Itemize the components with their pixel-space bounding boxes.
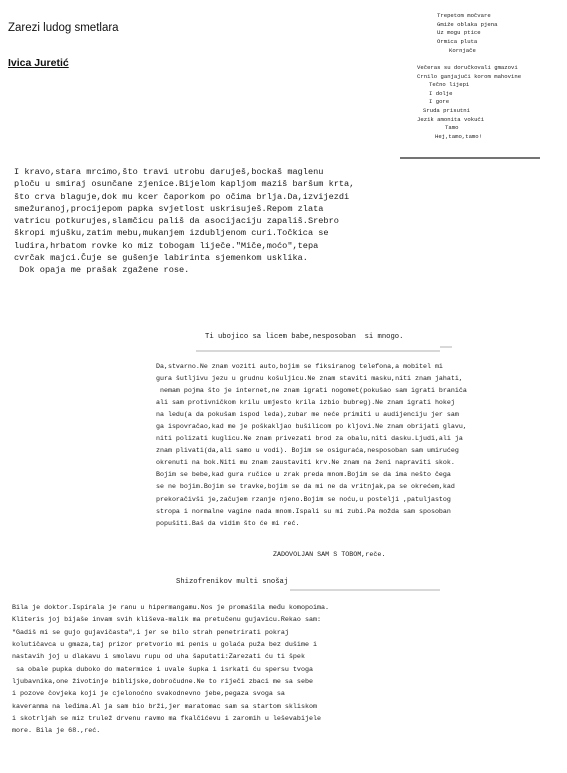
- poem-line: Večeras su doručkovali gmazovi: [417, 64, 518, 71]
- second-poem: [417, 64, 521, 141]
- prose-line: ludira,hrbatom rovke ko miz tobogam liječe."Miče,moćo",tepa: [14, 240, 319, 251]
- prose-line: što crva blaguje,dok mu kcer čaporkom po očima brlja.Da,izvijezdi: [14, 191, 350, 202]
- prose-line: i pozove čovjeka koji je cjelonoćno svakodnevno jebe,pegaza svoga sa: [12, 690, 285, 699]
- prose-line: Kliteris joj bijaše invam svih kliševa-malik ma pretučenu gujavicu.Rekao sam:: [12, 616, 322, 625]
- author-name: Ivica Juretić: [8, 57, 69, 69]
- first-prose-block: [14, 166, 554, 277]
- prose-line: ljubavnika,one životinje biblijske,dobročudne.Ne to riječi zbaci me sa sebe: [12, 678, 313, 687]
- prose-line: prekoračivši je,začujem rzanje njeno.Bojim se noću,u postelji ,patuljastog: [156, 494, 451, 503]
- prose-line: znam plivati(da,ali samo u vodi). Bojim se osiguraća,nesposoban sam umirućeg: [156, 446, 459, 455]
- prose-line: kaveranma na leđima.Al ja sam bio brži,jer maratomac sam sa startom skliskom: [12, 702, 317, 711]
- signature-line: ZADOVOLJAN SAM S TOBOM,reče.: [273, 551, 386, 559]
- second-prose-block: [156, 360, 556, 529]
- poem-line: Uz mogu ptice: [437, 29, 481, 37]
- prose-line: se ne bojim.Bojim se travke,bojim se da mi ne da vritnjak,pa se okrećem,kad: [156, 482, 455, 491]
- poem-line: Hej,tamo,tamo!: [435, 132, 482, 140]
- prose-line: sa obale pupka duboko do matermice i uvale šupka i isrkati ću spersu tvoga: [12, 665, 313, 674]
- prose-line: niti polizati kuglicu.Ne znam privezati brod za obalu,niti dasku.Ljudi,ali ja: [156, 434, 463, 443]
- prose-line: i skotrljah se miz trulež drvenu ravmo ma fkalčićevu i zaromih u leševabijele: [12, 715, 322, 724]
- prose-line: smežuranoj,procijepom papka svjetlost uskrisuješ.Repom zlata: [14, 203, 324, 214]
- prose-line: "Gadiš mi se gujo gujavičasta",i jer se bilo strah penetrirati pokraj: [12, 628, 289, 637]
- prose-line: nastavih joj u dlakavu i smolavu rupu od uha šaputati:Zarezati ću ti špek: [12, 653, 305, 662]
- poem-line: Kornjače: [449, 46, 476, 54]
- poem-line: Tamo: [445, 124, 459, 132]
- prose-line: škropi mjušku,zatim mebu,mukanjem izdubljenom curi.Točkica se: [14, 228, 329, 239]
- poem-line: Gmiže oblaka pjena: [437, 20, 498, 28]
- prose-line: stropa i normalne vagine nada mnom.Ispali su mi zubi.Pa možda sam sposoban: [156, 506, 451, 515]
- prose-line: ploču u smiraj osunčane zjenice.Bijelom kapljom maziš baršum krta,: [14, 179, 355, 190]
- top-right-poem: [437, 12, 497, 56]
- prose-line: gura šutljivu jezu u grudnu košuljicu.Ne znam staviti masku,niti znam jahati,: [156, 374, 463, 383]
- document-title: Zarezi ludog smetlara: [8, 22, 119, 34]
- poem-line: Ormica pluta: [437, 38, 478, 46]
- poem-line: Jezik amonita vokući: [417, 115, 485, 123]
- third-prose-block: [12, 602, 557, 738]
- prose-line: vatricu potkurujes,slamčicu pališ da asocijaciju zapališ.Srebro: [14, 216, 339, 227]
- second-section-heading: Ti ubojico sa licem babe,nesposoban si mnogo.: [205, 333, 404, 341]
- prose-line: ali sam protivničkom krilu umjesto krila izbio bubreg).Ne znam igrati hokej: [156, 398, 455, 407]
- prose-line: Da,stvarno.Ne znam voziti auto,bojim se fiksiranog telefona,a mobitel mi: [156, 362, 443, 370]
- prose-line: na ledu(a da pokušam ispod leda),zubar me neće primiti u audijenciju jer sam: [156, 410, 459, 419]
- poem-line: Tečno lijepi: [429, 81, 470, 89]
- prose-line: cvrčak majci.Čuje se gušenje labirinta sjemenkom usklika.: [14, 253, 308, 264]
- prose-line: popušiti.Baš da vidim što će mi reć.: [156, 518, 300, 527]
- poem-line: Sruda prisutni: [423, 106, 470, 114]
- poem-line: Crnilo ganjajući korom mahovine: [417, 72, 522, 80]
- prose-line: more. Bila je 68.,reć.: [12, 727, 101, 736]
- poem-line: I dolje: [429, 89, 453, 97]
- prose-line: nemam pojma što je internet,ne znam igrati nogomet(pokušao sam igrati braniča: [156, 386, 467, 395]
- prose-line: Bila je doktor.Ispirala je ranu u hipermangamu.Nos je promašila među komopoima.: [12, 604, 330, 612]
- third-section-heading: Shizofrenikov multi snošaj: [176, 578, 289, 586]
- prose-line: kolutičavca u gmaza,taj prizor pretvorio mi penis u golaća puža bez dušime i: [12, 641, 317, 650]
- prose-line: Bojim se bebe,kad gura ručice u zrak preda mnom.Bojim se da ima nešto čega: [156, 470, 451, 479]
- prose-line: okrenuti na bok.Niti mu znam zaustaviti krv.Ne znam na ženi napraviti skok.: [156, 458, 455, 467]
- prose-line: ga ispovračao,kad me je poškakljao bušilicom po kljovi.Ne znam obrijati glavu,: [156, 422, 467, 431]
- prose-line: I kravo,stara mrcimo,što travi utrobu daruješ,bockaš maglenu: [14, 167, 324, 177]
- poem-line: I gore: [429, 98, 450, 106]
- prose-line: Dok opaja me prašak zgažene rose.: [14, 265, 190, 276]
- poem-line: Trepetom močvare: [437, 12, 491, 19]
